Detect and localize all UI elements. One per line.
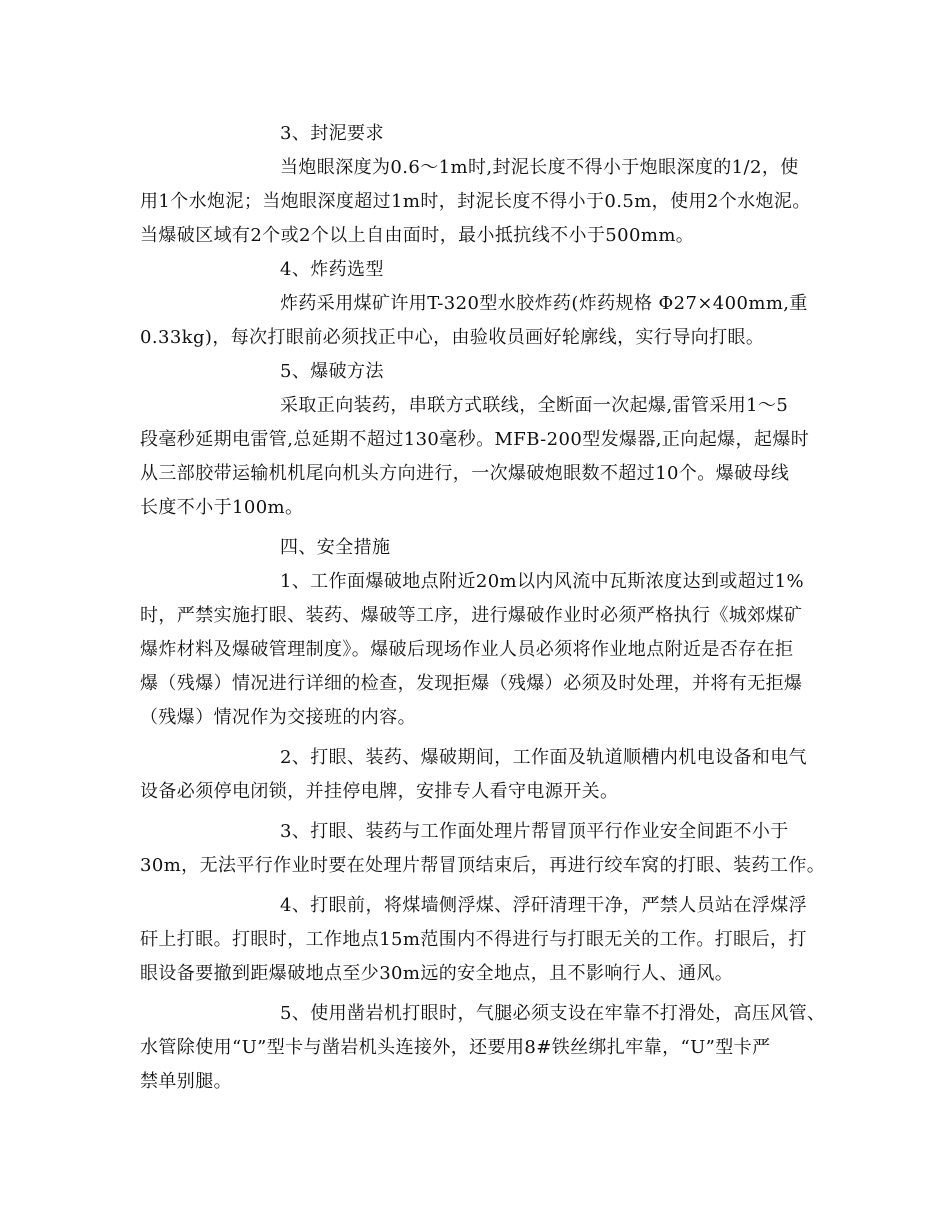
paragraph-line: 时，严禁实施打眼、装药、爆破等工序，进行爆破作业时必须严格执行《城郊煤矿 (140, 605, 803, 626)
paragraph-line: 爆炸材料及爆破管理制度》。爆破后现场作业人员必须将作业地点附近是否存在拒 (140, 639, 794, 660)
paragraph-line: 当炮眼深度为0.6～1m时,封泥长度不得小于炮眼深度的1/2，使 (280, 157, 799, 178)
paragraph-line: 1、工作面爆破地点附近20m以内风流中瓦斯浓度达到或超过1% (280, 571, 804, 592)
paragraph-line: 采取正向装药，串联方式联线，全断面一次起爆,雷管采用1～5 (280, 395, 789, 416)
paragraph-line: 用1个水炮泥；当炮眼深度超过1m时，封泥长度不得小于0.5m，使用2个水炮泥。 (140, 191, 811, 212)
paragraph-line: 5、使用凿岩机打眼时，气腿必须支设在牢靠不打滑处，高压风管、 (280, 1003, 826, 1024)
section-heading-blasting-method: 5、爆破方法 (280, 361, 384, 382)
paragraph-line: 水管除使用“U”型卡与凿岩机头连接外，还要用8#铁丝绑扎牢靠，“U”型卡严 (140, 1037, 771, 1058)
paragraph-line: 当爆破区域有2个或2个以上自由面时，最小抵抗线不小于500mm。 (140, 225, 695, 246)
paragraph-line: 从三部胶带运输机机尾向机头方向进行，一次爆破炮眼数不超过10个。爆破母线 (140, 463, 790, 484)
paragraph-line: 段毫秒延期电雷管,总延期不超过130毫秒。MFB-200型发爆器,正向起爆，起爆时 (140, 429, 810, 450)
paragraph-line: 设备必须停电闭锁，并挂停电牌，安排专人看守电源开关。 (140, 781, 619, 802)
document-body (140, 117, 826, 1099)
paragraph-line: （残爆）情况作为交接班的内容。 (140, 707, 416, 728)
paragraph-line: 矸上打眼。打眼时，工作地点15m范围内不得进行与打眼无关的工作。打眼后，打 (140, 929, 807, 950)
paragraph-line: 2、打眼、装药、爆破期间，工作面及轨道顺槽内机电设备和电气 (280, 747, 808, 768)
paragraph-line: 爆（残爆）情况进行详细的检查，发现拒爆（残爆）必须及时处理，并将有无拒爆 (140, 673, 803, 694)
section-heading-sealing: 3、封泥要求 (280, 123, 384, 144)
paragraph-line: 眼设备要撤到距爆破地点至少30m远的安全地点，且不影响行人、通风。 (140, 963, 734, 984)
paragraph-line: 炸药采用煤矿许用T-320型水胶炸药(炸药规格 Φ27×400mm,重 (280, 293, 808, 314)
paragraph-line: 长度不小于100m。 (140, 497, 304, 518)
paragraph-line: 禁单别腿。 (140, 1071, 232, 1092)
paragraph-line: 4、打眼前，将煤墙侧浮煤、浮矸清理干净，严禁人员站在浮煤浮 (280, 895, 808, 916)
section-heading-explosive: 4、炸药选型 (280, 259, 384, 280)
paragraph-line: 3、打眼、装药与工作面处理片帮冒顶平行作业安全间距不小于 (280, 821, 789, 842)
paragraph-line: 30m，无法平行作业时要在处理片帮冒顶结束后，再进行绞车窝的打眼、装药工作。 (140, 855, 826, 876)
paragraph-line: 0.33kg)，每次打眼前必须找正中心，由验收员画好轮廓线，实行导向打眼。 (140, 327, 765, 348)
section-heading-safety: 四、安全措施 (280, 537, 391, 558)
